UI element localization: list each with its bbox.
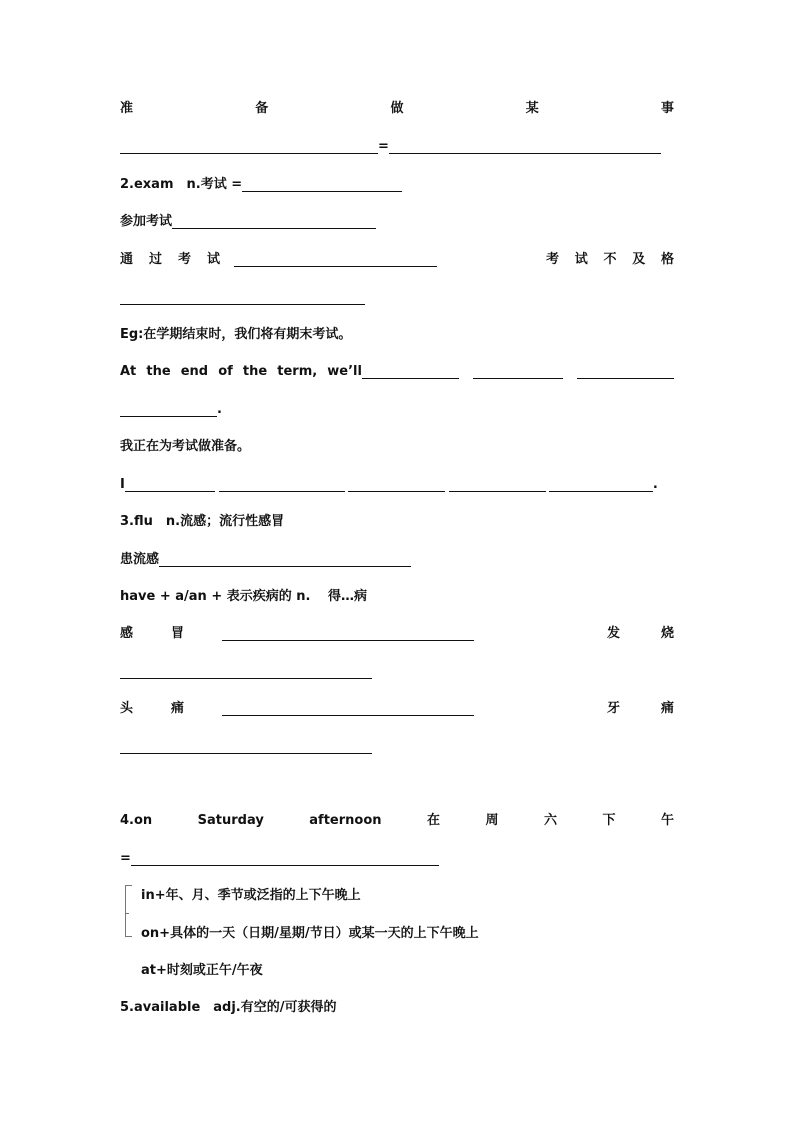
line-prepare-to-do bbox=[120, 96, 674, 116]
heading-text: 3.flu n.流感；流行性感冒 bbox=[120, 514, 285, 529]
pattern-text: have + a/an + 表示疾病的 n. 得…病 bbox=[120, 589, 368, 604]
cold-label bbox=[120, 622, 184, 641]
answer-blank[interactable] bbox=[222, 701, 474, 716]
line-example-end bbox=[120, 397, 674, 417]
section-4-heading bbox=[120, 808, 674, 828]
example-words bbox=[120, 364, 362, 379]
prep-sentence-chinese bbox=[120, 434, 674, 454]
section-5-heading bbox=[120, 995, 674, 1015]
word: term, bbox=[277, 364, 318, 379]
line-fail-blank bbox=[120, 285, 674, 305]
rule-text: in+年、月、季节或泛指的上下午晚上 bbox=[141, 888, 361, 903]
answer-blank[interactable] bbox=[159, 552, 411, 567]
rule-text: at+时刻或正午/午夜 bbox=[141, 963, 263, 978]
char: 考 bbox=[177, 252, 191, 267]
answer-blank[interactable] bbox=[131, 851, 439, 866]
answer-blank[interactable] bbox=[473, 364, 563, 379]
period: . bbox=[652, 477, 658, 492]
fever-label bbox=[607, 622, 674, 641]
line-cold-fever bbox=[120, 621, 674, 641]
sentence-text: 我正在为考试做准备。 bbox=[120, 439, 251, 454]
char: 周 bbox=[485, 813, 499, 828]
answer-blank[interactable] bbox=[125, 477, 215, 492]
char: 烧 bbox=[660, 626, 674, 641]
char: 事 bbox=[660, 101, 674, 116]
word: we’ll bbox=[327, 364, 362, 379]
answer-blank[interactable] bbox=[449, 477, 546, 492]
line-fever-blank bbox=[120, 659, 674, 679]
char: 格 bbox=[660, 252, 674, 267]
rule-in bbox=[141, 883, 695, 903]
period: . bbox=[217, 402, 222, 417]
char: 在 bbox=[427, 813, 441, 828]
char: 过 bbox=[148, 252, 162, 267]
rule-bracket-tick bbox=[125, 913, 129, 914]
phrase-label: 患流感 bbox=[120, 552, 160, 567]
phrase-label: 参加考试 bbox=[120, 214, 173, 229]
char: 痛 bbox=[170, 701, 184, 716]
answer-blank[interactable] bbox=[348, 477, 445, 492]
char: 牙 bbox=[607, 701, 621, 716]
line-prepare-blanks bbox=[120, 134, 680, 154]
heading-text: 5.available adj.有空的/可获得的 bbox=[120, 1000, 337, 1015]
example-text: Eg:在学期结束时，我们将有期末考试。 bbox=[120, 327, 352, 342]
answer-blank[interactable] bbox=[120, 664, 372, 679]
word: the bbox=[146, 364, 171, 379]
answer-blank[interactable] bbox=[222, 626, 474, 641]
char: 准 bbox=[120, 101, 134, 116]
char: 痛 bbox=[660, 701, 674, 716]
rule-bracket bbox=[125, 885, 132, 937]
answer-blank[interactable] bbox=[219, 477, 345, 492]
char: 头 bbox=[120, 701, 134, 716]
char: 试 bbox=[206, 252, 220, 267]
word: end bbox=[180, 364, 209, 379]
word: Saturday bbox=[197, 813, 264, 828]
answer-blank[interactable] bbox=[172, 214, 376, 229]
section-3-heading bbox=[120, 509, 674, 529]
char: 通 bbox=[120, 252, 134, 267]
word: 4.on bbox=[120, 813, 153, 828]
headache-label bbox=[120, 697, 184, 716]
char: 考 bbox=[546, 252, 560, 267]
prep-sentence-english bbox=[120, 472, 665, 492]
char: 某 bbox=[525, 101, 539, 116]
answer-blank[interactable] bbox=[242, 177, 402, 192]
word: I bbox=[120, 477, 125, 492]
answer-blank[interactable] bbox=[389, 139, 661, 154]
line-take-exam bbox=[120, 209, 674, 229]
word: At bbox=[120, 364, 137, 379]
char: 下 bbox=[602, 813, 616, 828]
char: 发 bbox=[607, 626, 621, 641]
answer-blank[interactable] bbox=[577, 364, 674, 379]
answer-blank[interactable] bbox=[549, 477, 653, 492]
char: 备 bbox=[255, 101, 269, 116]
example-english bbox=[120, 359, 674, 379]
char: 试 bbox=[574, 252, 588, 267]
equals-sign: = bbox=[120, 851, 131, 866]
answer-blank[interactable] bbox=[120, 139, 378, 154]
word: the bbox=[242, 364, 268, 379]
answer-blank[interactable] bbox=[120, 290, 365, 305]
char: 做 bbox=[390, 101, 404, 116]
heading-text: 2.exam n.考试 = bbox=[120, 177, 243, 192]
section-2-heading bbox=[120, 172, 674, 192]
answer-blank[interactable] bbox=[120, 402, 217, 417]
char: 冒 bbox=[170, 626, 184, 641]
rule-on bbox=[141, 921, 695, 941]
line-section-4-answer bbox=[120, 846, 674, 866]
equals-sign: = bbox=[378, 139, 389, 154]
char: 六 bbox=[543, 813, 557, 828]
char: 感 bbox=[120, 626, 134, 641]
answer-blank[interactable] bbox=[234, 252, 437, 267]
char: 午 bbox=[660, 813, 674, 828]
line-headache-toothache bbox=[120, 696, 674, 716]
rule-at bbox=[141, 958, 695, 978]
fail-exam-label bbox=[546, 248, 674, 267]
line-toothache-blank bbox=[120, 734, 674, 754]
line-pass-fail-exam bbox=[120, 247, 674, 267]
char: 不 bbox=[603, 252, 617, 267]
word: afternoon bbox=[309, 813, 382, 828]
toothache-label bbox=[607, 697, 674, 716]
answer-blank[interactable] bbox=[362, 364, 459, 379]
line-catch-flu bbox=[120, 547, 674, 567]
char: 及 bbox=[632, 252, 646, 267]
answer-blank[interactable] bbox=[120, 739, 372, 754]
word: of bbox=[218, 364, 233, 379]
rule-text: on+具体的一天（日期/星期/节日）或某一天的上下午晚上 bbox=[141, 926, 479, 941]
example-chinese bbox=[120, 322, 674, 342]
pass-exam-label bbox=[120, 248, 220, 267]
line-have-illness-pattern bbox=[120, 584, 674, 604]
